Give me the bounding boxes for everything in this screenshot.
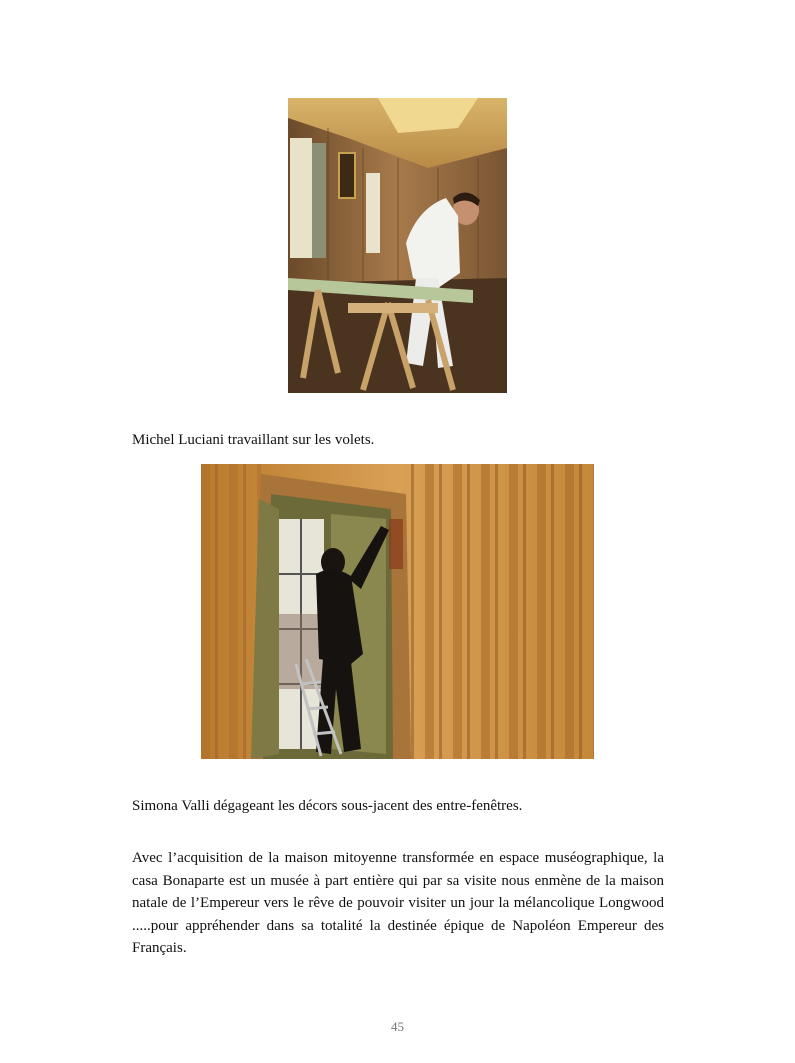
page-number: 45: [391, 1019, 404, 1034]
photo-caption: Michel Luciani travaillant sur les volets.: [132, 432, 375, 448]
photo-restorer-decorations: [201, 464, 594, 759]
photo-restorer-shutters: [288, 98, 507, 393]
body-paragraph: Avec l’acquisition de la maison mitoyenne transformée en espace muséographique, la casa Bonaparte est un musée à part entière qui par sa visite nous enmène de la maison natale de l’Empereur vers le rêve de pouvoir visiter un jour la mélancolique Longwood .....pour appréhender dans sa totalité la destinée épique de Napoléon Empereur des Français.: [132, 850, 664, 956]
photo-caption: Simona Valli dégageant les décors sous-jacent des entre-fenêtres.: [132, 798, 523, 814]
